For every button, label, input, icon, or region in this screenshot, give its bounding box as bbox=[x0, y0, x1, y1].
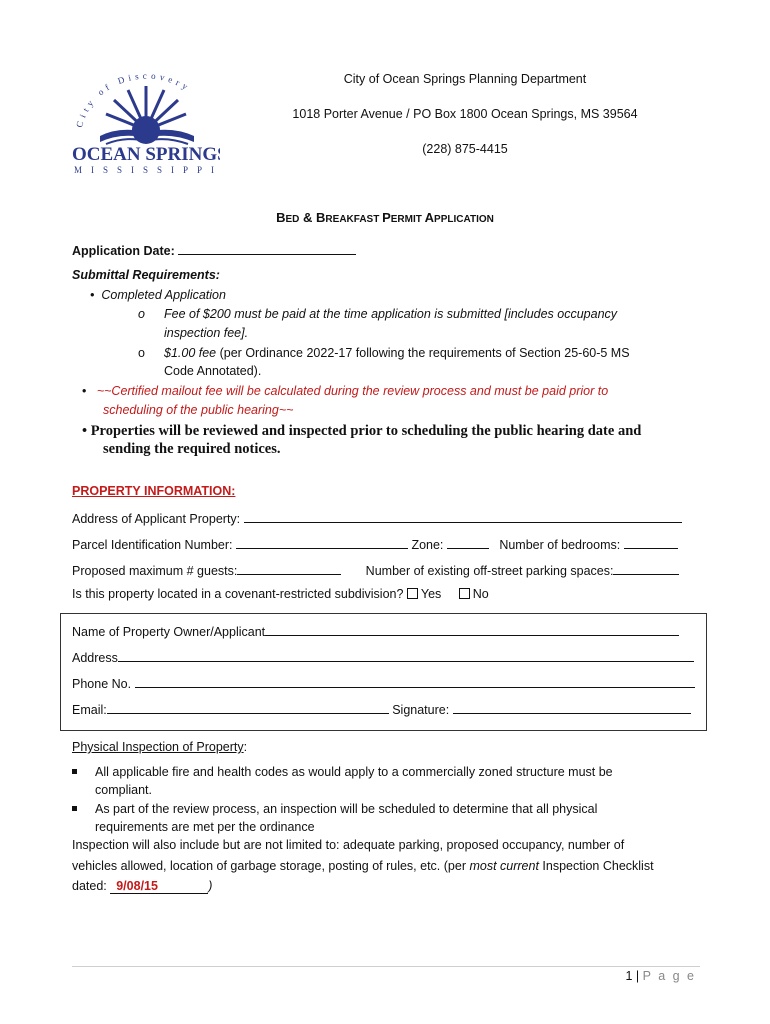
covenant-row bbox=[72, 587, 489, 601]
inspection-paragraph-line-1: Inspection will also include but are not limited to: adequate parking, proposed occupancy, number of bbox=[72, 838, 625, 852]
form-title: BED & BREAKFAST PERMIT APPLICATION bbox=[276, 210, 494, 225]
application-date-row bbox=[72, 242, 356, 258]
owner-phone-label: Phone No. bbox=[72, 677, 135, 691]
logo-wordmark: OCEAN SPRINGS bbox=[72, 144, 220, 165]
property-address-label: Address of Applicant Property: bbox=[72, 512, 244, 526]
guests-parking-row bbox=[72, 562, 679, 578]
bedrooms-label: Number of bedrooms: bbox=[499, 538, 624, 552]
submittal-heading: Submittal Requirements: bbox=[72, 268, 220, 282]
checklist-date-field[interactable]: 9/08/15 bbox=[110, 879, 208, 894]
submittal-item-completed: • Completed Application bbox=[90, 288, 226, 302]
square-bullet-icon bbox=[72, 806, 77, 811]
header-address: 1018 Porter Avenue / PO Box 1800 Ocean Springs, MS 39564 bbox=[292, 107, 638, 121]
covenant-label: Is this property located in a covenant-restricted subdivision? bbox=[72, 587, 404, 601]
parking-label: Number of existing off-street parking spaces: bbox=[365, 564, 614, 578]
inspection-paragraph-line-3: dated: 9/08/15 ) bbox=[72, 879, 213, 893]
guests-label: Proposed maximum # guests: bbox=[72, 564, 238, 578]
parcel-row bbox=[72, 536, 678, 552]
parking-field[interactable] bbox=[613, 562, 679, 575]
signature-field[interactable] bbox=[453, 701, 691, 714]
application-date-field[interactable] bbox=[178, 242, 356, 255]
inspection-paragraph-line-2: vehicles allowed, location of garbage storage, posting of rules, etc. (per most current Inspection Checklist bbox=[72, 859, 654, 873]
covenant-yes-checkbox[interactable] bbox=[407, 588, 418, 599]
owner-name-label: Name of Property Owner/Applicant bbox=[72, 625, 266, 639]
owner-email-label: Email: bbox=[72, 703, 107, 717]
submittal-item-mailout-cont: scheduling of the public hearing~~ bbox=[103, 403, 294, 417]
header-department: City of Ocean Springs Planning Department bbox=[343, 72, 587, 86]
owner-address-field[interactable] bbox=[118, 649, 694, 662]
square-bullet-icon bbox=[72, 769, 77, 774]
inspection-bullet-1: All applicable fire and health codes as would apply to a commercially zoned structure must be bbox=[72, 765, 77, 779]
bedrooms-field[interactable] bbox=[624, 536, 678, 549]
covenant-yes-label: Yes bbox=[420, 587, 442, 601]
inspection-bullet-2-cont: requirements are met per the ordinance bbox=[95, 820, 315, 834]
property-address-field[interactable] bbox=[244, 510, 682, 523]
covenant-no-label: No bbox=[472, 587, 489, 601]
covenant-no-checkbox[interactable] bbox=[459, 588, 470, 599]
submittal-item-review: • Properties will be reviewed and inspected prior to scheduling the public hearing date and bbox=[82, 423, 642, 439]
inspection-bullet-1-cont: compliant. bbox=[95, 783, 152, 797]
page-footer: 1 | P a g e bbox=[625, 969, 696, 983]
logo-state: MISSISSIPPI bbox=[74, 165, 220, 175]
owner-email-field[interactable] bbox=[107, 701, 389, 714]
owner-name-row bbox=[72, 623, 679, 639]
submittal-item-review-cont: sending the required notices. bbox=[103, 441, 281, 457]
owner-address-row bbox=[72, 649, 694, 665]
city-seal-graphic bbox=[70, 66, 220, 176]
city-logo bbox=[70, 66, 220, 176]
owner-email-row bbox=[72, 701, 691, 717]
zone-label: Zone: bbox=[407, 538, 447, 552]
zone-field[interactable] bbox=[447, 536, 489, 549]
logo-arc-text: City of Discovery bbox=[74, 70, 193, 129]
page-number: 1 bbox=[625, 969, 633, 983]
guests-field[interactable] bbox=[237, 562, 341, 575]
property-address-row bbox=[72, 510, 682, 526]
owner-phone-row bbox=[72, 675, 695, 691]
property-heading: PROPERTY INFORMATION: bbox=[72, 484, 236, 498]
parcel-field[interactable] bbox=[236, 536, 408, 549]
header-phone: (228) 875-4415 bbox=[422, 142, 508, 156]
inspection-bullet-2: As part of the review process, an inspection will be scheduled to determine that all physical bbox=[72, 802, 77, 816]
submittal-item-mailout: • ~~Certified mailout fee will be calculated during the review process and must be paid prior to bbox=[82, 384, 609, 398]
inspection-heading: Physical Inspection of Property: bbox=[72, 740, 248, 754]
submittal-subitem-ordinance: o $1.00 fee (per Ordinance 2022-17 following the requirements of Section 25-60-5 MS bbox=[138, 346, 630, 360]
submittal-subitem-fee-cont: inspection fee]. bbox=[164, 326, 249, 340]
owner-address-label: Address bbox=[72, 651, 118, 665]
owner-phone-field[interactable] bbox=[135, 675, 695, 688]
parcel-label: Parcel Identification Number: bbox=[72, 538, 236, 552]
signature-label: Signature: bbox=[388, 703, 453, 717]
footer-divider bbox=[72, 966, 700, 967]
submittal-subitem-fee: o Fee of $200 must be paid at the time application is submitted [includes occupancy bbox=[138, 307, 618, 321]
submittal-subitem-ordinance-cont: Code Annotated). bbox=[164, 364, 262, 378]
owner-name-field[interactable] bbox=[265, 623, 679, 636]
application-date-label: Application Date: bbox=[72, 244, 179, 258]
